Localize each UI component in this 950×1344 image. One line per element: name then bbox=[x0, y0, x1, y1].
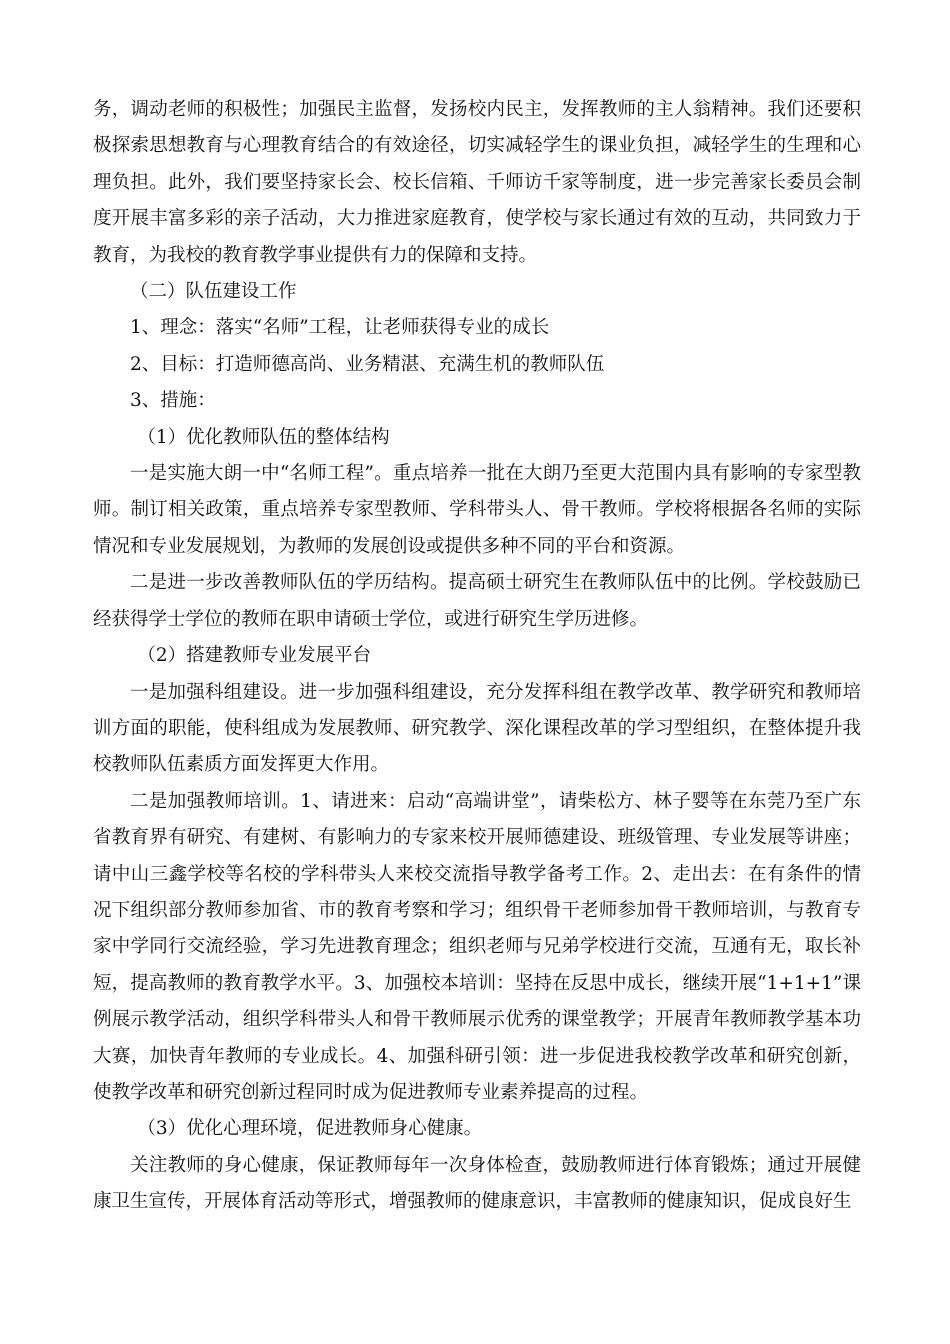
paragraph-teacher-training: 二是加强教师培训。1、请进来：启动“高端讲堂”，请柴松方、林子婴等在东莞乃至广东省教育界有研究、有建树、有影响力的专家来校开展师德建设、班级管理、专业发展等讲座；请中山三鑫学校等名校的学科带头人来校交流指导教学备考工作。2、走出去：在有条件的情况下组织部分教师参加省、市的教育考察和学习；组织骨干老师参加骨干教师培训，与教育专家中学同行交流经验，学习先进教育理念；组织老师与兄弟学校进行交流，互通有无，取长补短，提高教师的教育教学水平。3、加强校本培训：坚持在反思中成长，继续开展“1+1+1”课例展示教学活动，组织学科带头人和骨干教师展示优秀的课堂教学；开展青年教师教学基本功大赛，加快青年教师的专业成长。4、加强科研引领：进一步促进我校教学改革和研究创新，使教学改革和研究创新过程同时成为促进教师专业素养提高的过程。 bbox=[93, 790, 861, 1103]
item-measures: 3、措施： bbox=[130, 390, 216, 412]
paragraph-education-structure: 二是进一步改善教师队伍的学历结构。提高硕士研究生在教师队伍中的比例。学校鼓励已经获得学士学位的教师在职申请硕士学位，或进行研究生学历进修。 bbox=[93, 572, 861, 630]
paragraph-continuation: 务，调动老师的积极性；加强民主监督，发扬校内民主，发挥教师的主人翁精神。我们还要积极探索思想教育与心理教育结合的有效途径，切实减轻学生的课业负担，减轻学生的生理和心理负担。此外，我们要坚持家长会、校长信箱、千师访千家等制度，进一步完善家长委员会制度开展丰富多彩的亲子活动，大力推进家庭教育，使学校与家长通过有效的互动，共同致力于教育，为我校的教育教学事业提供有力的保障和支持。 bbox=[93, 99, 861, 266]
document-body bbox=[93, 92, 861, 1221]
item-philosophy: 1、理念：落实“名师”工程，让老师获得专业的成长 bbox=[130, 317, 550, 339]
item-goal: 2、目标：打造师德高尚、业务精湛、充满生机的教师队伍 bbox=[130, 353, 605, 375]
paragraph-teacher-health: 关注教师的身心健康，保证教师每年一次身体检查，鼓励教师进行体育锻炼；通过开展健康卫生宣传，开展体育活动等形式，增强教师的健康意识，丰富教师的健康知识，促成良好生 bbox=[93, 1154, 861, 1213]
paragraph-famous-teacher-project: 一是实施大朗一中“名师工程”。重点培养一批在大朗乃至更大范围内具有影响的专家型教师。制订相关政策，重点培养专家型教师、学科带头人、骨干教师。学校将根据各名师的实际情况和专业发展规划，为教师的发展创设或提供多种不同的平台和资源。 bbox=[93, 463, 861, 557]
section-heading-team-building: （二）队伍建设工作 bbox=[130, 281, 297, 303]
subheading-mental-environment: （3）优化心理环境，促进教师身心健康。 bbox=[137, 1118, 483, 1140]
subheading-optimize-structure: （1）优化教师队伍的整体结构 bbox=[137, 426, 390, 448]
paragraph-subject-group: 一是加强科组建设。进一步加强科组建设，充分发挥科组在教学改革、教学研究和教师培训方面的职能，使科组成为发展教师、研究教学、深化课程改革的学习型组织，在整体提升我校教师队伍素质方面发挥更大作用。 bbox=[93, 681, 861, 776]
subheading-development-platform: （2）搭建教师专业发展平台 bbox=[137, 645, 372, 667]
